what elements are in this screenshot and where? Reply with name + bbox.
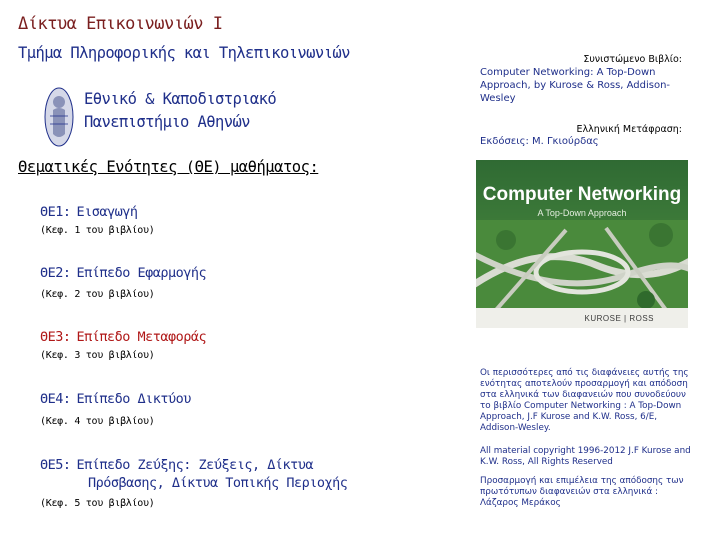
recommended-book-title: Computer Networking: A Top-Down Approach, by Kurose & Ross, Addison-Wesley — [480, 67, 671, 104]
slides-adaptation-note: Οι περισσότερες από τις διαφάνειες αυτής της ενότητας αποτελούν προσαρμογή και απόδοση στα ελληνικά των διαφανειών που συνοδεύουν το βιβλίο Computer Networking : A Top-Down Approach, J.F Kurose and K.W. Ross, 6/E, Addison-Wesley. — [480, 368, 689, 433]
topics-heading: Θεματικές Ενότητες (ΘΕ) μαθήματος: — [18, 158, 319, 176]
translation-label: Ελληνική Μετάφραση: — [576, 124, 682, 135]
unit-reference: (Κεφ. 5 του βιβλίου) — [40, 498, 155, 509]
unit-name: Επίπεδο Δικτύου — [76, 391, 191, 407]
unit-name-continued: Πρόσβασης, Δίκτυα Τοπικής Περιοχής — [88, 475, 348, 491]
unit-code: ΘΕ1: — [40, 204, 71, 220]
cover-subtitle: A Top-Down Approach — [537, 208, 627, 218]
unit-reference: (Κεφ. 1 του βιβλίου) — [40, 225, 155, 236]
unit-name: Εισαγωγή — [76, 204, 138, 220]
translation-credit-note: Προσαρμογή και επιμέλεια της απόδοσης των πρωτότυπων διαφανειών στα ελληνικά : Λάζαρος Μεράκος — [480, 476, 684, 508]
unit-name: Επίπεδο Εφαρμογής — [76, 265, 207, 281]
unit-code: ΘΕ4: — [40, 391, 71, 407]
publisher-name: Εκδόσεις: Μ. Γκιούρδας — [480, 136, 599, 147]
unit-code: ΘΕ5: — [40, 457, 71, 473]
unit-title — [40, 203, 138, 221]
cover-title: Computer Networking — [482, 184, 682, 205]
unit-reference: (Κεφ. 4 του βιβλίου) — [40, 416, 155, 427]
recommended-book-label: Συνιστώμενο Βιβλίο: — [583, 54, 682, 65]
unit-title — [40, 456, 347, 492]
university-seal-icon — [44, 86, 74, 148]
university-name — [84, 88, 276, 134]
unit-title-current — [40, 328, 206, 346]
department-name: Τμήμα Πληροφορικής και Τηλεπικοινωνιών — [18, 44, 350, 62]
copyright-notice: All material copyright 1996-2012 J.F Kurose and K.W. Ross, All Rights Reserved — [480, 446, 691, 467]
slide-title: Δίκτυα Επικοινωνιών Ι — [18, 14, 223, 34]
cover-authors: KUROSE | ROSS — [584, 314, 654, 323]
highway-interchange-image — [476, 220, 688, 310]
unit-code: ΘΕ2: — [40, 265, 71, 281]
unit-name: Επίπεδο Ζεύξης: Ζεύξεις, Δίκτυα — [76, 457, 313, 473]
unit-name: Επίπεδο Μεταφοράς — [76, 329, 207, 345]
unit-title — [40, 264, 206, 282]
cover-author-strip — [476, 308, 688, 328]
unit-reference: (Κεφ. 2 του βιβλίου) — [40, 289, 155, 300]
university-line-1: Εθνικό & Καποδιστριακό — [84, 90, 277, 108]
unit-code: ΘΕ3: — [40, 329, 71, 345]
university-line-2: Πανεπιστήμιο Αθηνών — [84, 113, 250, 131]
book-cover — [476, 160, 688, 328]
unit-title — [40, 390, 191, 408]
unit-reference: (Κεφ. 3 του βιβλίου) — [40, 350, 155, 361]
